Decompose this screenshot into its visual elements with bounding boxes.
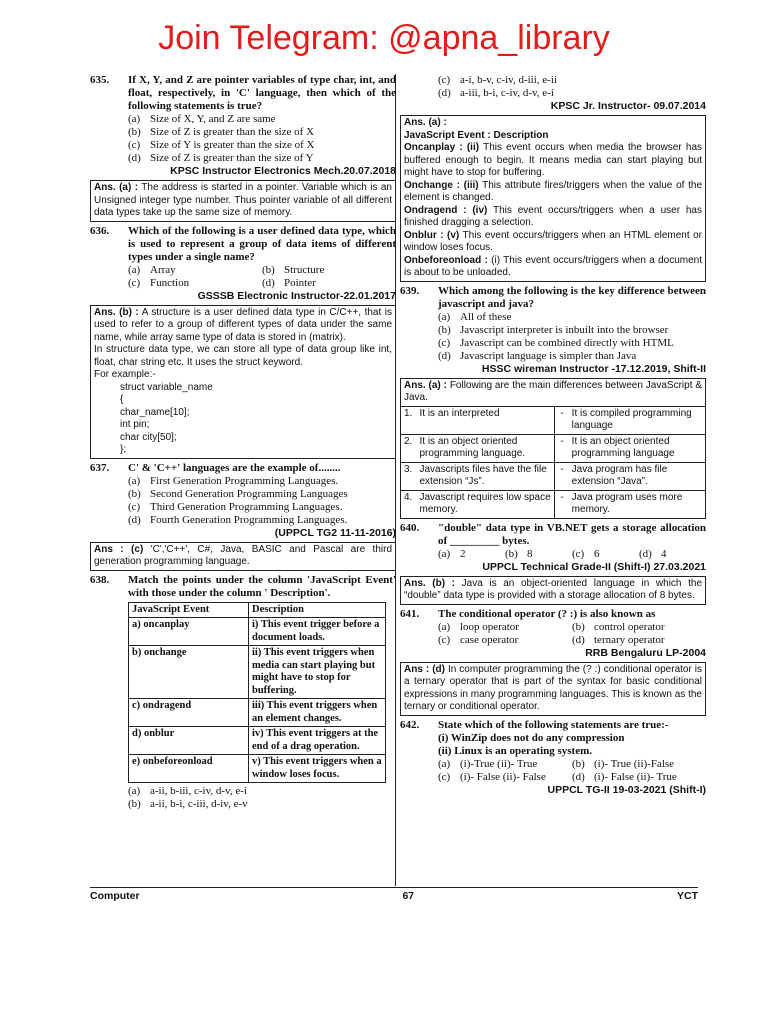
source-638: KPSC Jr. Instructor- 09.07.2014 (550, 100, 706, 112)
table-row: e) onbeforeonload v) This event triggers when a window loses focus. (129, 755, 386, 783)
comparison-table (400, 406, 706, 519)
footer-publisher: YCT (677, 890, 698, 902)
table-row: 4. Javascript requires low space memory. - Java program uses more memory. (401, 490, 706, 518)
statements-642: (i) WinZip does not do any compression (ii) Linux is an operating system. (438, 731, 625, 757)
source-641: RRB Bengaluru LP-2004 (585, 646, 706, 659)
option-c: (c) Size of Y is greater than the size of X (128, 139, 315, 151)
question-640: 640. "double" data type in VB.NET gets a storage allocation of _________ bytes. (400, 521, 706, 547)
answer-638: Ans. (a) : JavaScript Event : Description Oncanplay : (ii) This event occurs when media the browser has buffered enough to begin. It means media can start playing but might have to stop for buffering. Onchange : (iii) This attribute fires/triggers when the value of the element is changed. Ondragend : (iv) This event occurs/triggers when a user has finished dragging a selection. Onblur : (v) This event occurs/triggers when an HTML element or window loses focus. Onbeforeonload : (i) This event occurs/triggers when a document is about to be unloaded. (400, 115, 706, 282)
table-row: 1. It is an interpreted - It is compiled programming language (401, 406, 706, 434)
answer-639: Ans. (a) : Following are the main differences between JavaScript & Java. (400, 378, 706, 406)
question-642: 642. State which of the following statements are true:- (400, 718, 669, 731)
table-row: b) onchange ii) This event triggers when media can start playing but might have to stop for buffering. (129, 646, 386, 699)
options-641: (a) loop operator (b) control operator (c) case operator (d) ternary operator (438, 620, 665, 646)
question-639: 639. Which among the following is the key difference between javascript and java? (400, 284, 706, 310)
answer-640: Ans. (b) : Java is an object-oriented language in which the “double” data type is provided with a storage allocation of 8 bytes. (400, 576, 706, 605)
question-number: 635. (90, 74, 110, 86)
table-row: c) ondragend iii) This event triggers when an element changes. (129, 699, 386, 727)
options-638-left: (a) a-ii, b-iii, c-iv, d-v, e-i (b) a-ii, b-i, c-iii, d-iv, e-v (128, 785, 248, 810)
question-635 (90, 74, 396, 113)
source-640: UPPCL Technical Grade-II (Shift-I) 27.03.2021 (482, 560, 706, 573)
source-639: HSSC wireman Instructor -17.12.2019, Shift-II (481, 362, 706, 375)
options-642: (a) (i)-True (ii)- True (b) (i)- True (ii)-False (c) (i)- False (ii)- False (d) (i)- False (ii)- True (438, 757, 677, 783)
options-640: (a) 2 (b) 8 (c) 6 (d) 4 (438, 547, 667, 560)
table-row: d) onblur iv) This event triggers at the end of a drag operation. (129, 727, 386, 755)
table-row: a) oncanplay i) This event trigger before a document loads. (129, 618, 386, 646)
footer-subject: Computer (90, 890, 140, 902)
page-number: 67 (402, 890, 415, 902)
answer-641: Ans : (d) In computer programming the (? :) conditional operator is a ternary operator that is part of the syntax for basic conditional expressions in many programming languages. This is known as the ternary or conditional operator. (400, 662, 706, 716)
question-636: 636. Which of the following is a user defined data type, which is used to represent a group of data items of different types under a single name? (90, 224, 396, 263)
page-footer (90, 887, 698, 903)
table-row: 3. Javascripts files have the file extension “Js”. - Java program has file extension “Java”. (401, 462, 706, 490)
left-column (90, 74, 396, 811)
source-635: KPSC Instructor Electronics Mech.20.07.2018 (170, 165, 396, 177)
question-638: 638. Match the points under the column 'JavaScript Event' with those under the column ' Description'. (90, 573, 396, 599)
option-a: (a) Size of X, Y, and Z are same (128, 113, 276, 125)
code-example: struct variable_name { char_name[10]; int pin; char city[50]; }; (120, 381, 213, 455)
options-636: (a) Array (b) Structure (c) Function (d) Pointer (128, 263, 325, 289)
right-column (400, 74, 706, 797)
answer-635: Ans. (a) : The address is started in a pointer. Variable which is an Unsigned integer type number. Thus pointer variable of all different data types take up the same size of memory. (90, 180, 396, 222)
answer-637: Ans : (c) 'C','C++', C#, Java, BASIC and Pascal are third generation programming language. (90, 542, 396, 571)
option-d: (d) Size of Z is greater than the size of Y (128, 152, 314, 164)
question-637: 637. C' & 'C++' languages are the example of........ (90, 461, 341, 474)
answer-636: Ans. (b) : A structure is a user defined data type in C/C++, that is used to refer to a group of different types of data under the same name, while array same type of data is stored in (matrix). In structure data type, we can store all type of data group like int, float, char string etc. It uses the struct keyword. For example:- struct variable_name { char_name[10]; int pin; char city[50]; }; (90, 305, 396, 459)
options-635 (90, 113, 396, 165)
source-637: (UPPCL TG2 11-11-2016) (274, 526, 396, 539)
table-row: 2. It is an object oriented programming language. - It is an object oriented programming language (401, 434, 706, 462)
source-642: UPPCL TG-II 19-03-2021 (Shift-I) (547, 783, 706, 796)
telegram-banner: Join Telegram: @apna_library (158, 19, 610, 57)
options-638-right: (c) a-i, b-v, c-iv, d-iii, e-ii (d) a-iii, b-i, c-iv, d-v, e-i (438, 74, 557, 99)
question-text: If X, Y, and Z are pointer variables of type char, int, and float, respectively, in 'C' language, then which of the following statements is true? (128, 74, 396, 112)
match-table: JavaScript Event Description a) oncanplay i) This event trigger before a document loads. b) onchange ii) This event triggers when media can start playing but might have to stop for buffering. c) ondragend iii) This event triggers when an element changes. d) onblur iv) This event triggers at the end of a drag operation. e) onbeforeonload v) This event triggers when a window loses focus. (128, 602, 386, 784)
options-639: (a) All of these (b) Javascript interpreter is inbuilt into the browser (c) Javascript can be combined directly with HTML (d) Javascript language is simpler than Java (438, 310, 674, 362)
options-637: (a) First Generation Programming Languages. (b) Second Generation Programming Languages (c) Third Generation Programming Languages. (d) Fourth Generation Programming Languages. (128, 474, 348, 526)
option-b: (b) Size of Z is greater than the size of X (128, 126, 315, 138)
question-641: 641. The conditional operator (? :) is also known as (400, 607, 656, 620)
source-636: GSSSB Electronic Instructor-22.01.2017 (197, 289, 396, 302)
